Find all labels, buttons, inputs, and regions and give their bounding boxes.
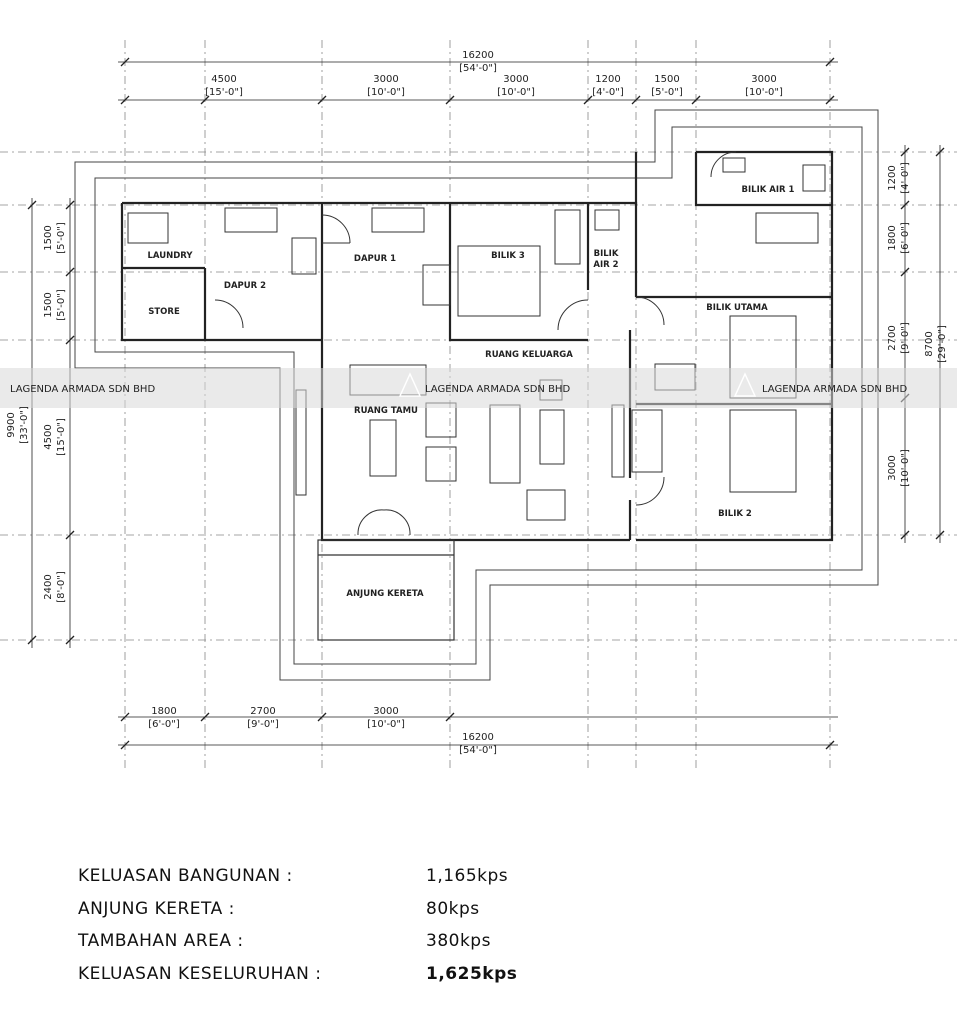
- dim-left-mm: 1500: [43, 225, 54, 251]
- area-row: [78, 860, 718, 893]
- dim-left-imp: [5'-0"]: [56, 289, 67, 321]
- dim-top-imp: [10'-0"]: [497, 87, 535, 98]
- dim-right-total: 8700: [924, 331, 935, 357]
- dim-top-imp: [10'-0"]: [745, 87, 783, 98]
- dim-right-total-imp: [29'-0"]: [937, 325, 948, 363]
- dim-left-total-imp: [33'-0"]: [19, 406, 30, 444]
- left-dimensions: [6, 222, 67, 603]
- area-label: TAMBAHAN AREA :: [78, 931, 244, 952]
- laundry-machine: [128, 213, 168, 243]
- room-label-dapur2: DAPUR 2: [223, 281, 267, 291]
- dim-top-mm: 3000: [503, 74, 529, 85]
- room-label-anjung-kereta: ANJUNG KERETA: [346, 589, 424, 599]
- sink-dapur2: [225, 208, 277, 232]
- dim-right-imp: [6'-0"]: [900, 222, 911, 254]
- dim-bottom-total-imp: [54'-0"]: [459, 745, 497, 756]
- room-label-bilik3: BILIK 3: [491, 251, 525, 261]
- dim-left-imp: [8'-0"]: [56, 571, 67, 603]
- dim-bottom-imp: [6'-0"]: [148, 719, 180, 730]
- dim-left-total: 9900: [6, 412, 17, 438]
- dim-bottom-imp: [10'-0"]: [367, 719, 405, 730]
- chair-2: [527, 490, 565, 520]
- dim-right-mm: 2700: [887, 325, 898, 351]
- dim-right-imp: [10'-0"]: [900, 449, 911, 487]
- sink-dapur1: [372, 208, 424, 232]
- sink-air1: [723, 158, 745, 172]
- room-label-ruang-tamu: RUANG TAMU: [354, 406, 418, 416]
- wardrobe-bilik3: [555, 210, 580, 264]
- dim-top-mm: 4500: [211, 74, 237, 85]
- bed-bilik2: [730, 410, 796, 492]
- dim-bottom-imp: [9'-0"]: [247, 719, 279, 730]
- area-value: 1,625kps: [426, 963, 518, 984]
- tv-unit: [612, 405, 624, 477]
- dim-top-imp: [15'-0"]: [205, 87, 243, 98]
- room-label-ruang-keluarga: RUANG KELUARGA: [485, 350, 573, 360]
- dim-bottom-mm: 2700: [250, 706, 276, 717]
- room-label-dapur1: DAPUR 1: [353, 254, 397, 264]
- dim-top-mm: 3000: [751, 74, 777, 85]
- dim-top-mm: 1500: [654, 74, 680, 85]
- area-value: 1,165kps: [426, 866, 509, 887]
- area-label: KELUASAN KESELURUHAN :: [78, 963, 322, 984]
- area-row: [78, 893, 718, 926]
- dim-left-mm: 2400: [43, 574, 54, 600]
- area-label: KELUASAN BANGUNAN :: [78, 866, 293, 887]
- stove: [292, 238, 316, 274]
- wardrobe-bilik2: [632, 410, 662, 472]
- watermark-text-2: LAGENDA ARMADA SDN BHD: [425, 384, 571, 395]
- bottom-dimensions: [148, 706, 497, 756]
- sofa-2: [426, 447, 456, 481]
- room-label-store: STORE: [148, 307, 180, 317]
- area-row: [78, 925, 718, 958]
- dim-top-mm: 3000: [373, 74, 399, 85]
- dim-right-imp: [4'-0"]: [900, 162, 911, 194]
- dim-top-imp: [10'-0"]: [367, 87, 405, 98]
- dim-left-mm: 4500: [43, 424, 54, 450]
- fridge: [423, 265, 450, 305]
- sofa-3: [490, 405, 520, 483]
- dim-left-imp: [5'-0"]: [56, 222, 67, 254]
- dim-top-mm: 1200: [595, 74, 621, 85]
- top-dimensions: [205, 50, 783, 98]
- chair-1: [540, 410, 564, 464]
- toilet-air1: [803, 165, 825, 191]
- right-dimensions: [887, 162, 948, 487]
- room-label-laundry: LAUNDRY: [147, 251, 193, 261]
- room-label-bilik2: BILIK 2: [718, 509, 752, 519]
- dim-top-imp: [5'-0"]: [651, 87, 683, 98]
- dim-top-total-imp: [54'-0"]: [459, 63, 497, 74]
- dim-bottom-mm: 3000: [373, 706, 399, 717]
- walls: [122, 152, 832, 540]
- dim-top-total: 16200: [462, 50, 494, 61]
- area-row-total: [78, 958, 718, 991]
- toilet-air2: [595, 210, 619, 230]
- area-label: ANJUNG KERETA :: [78, 898, 235, 919]
- sofa-1: [426, 403, 456, 437]
- dim-right-imp: [9'-0"]: [900, 322, 911, 354]
- watermark-text-3: LAGENDA ARMADA SDN BHD: [762, 384, 908, 395]
- dim-right-mm: 1200: [887, 165, 898, 191]
- room-label-bilik-air2-a: BILIK: [593, 249, 619, 259]
- dim-left-imp: [15'-0"]: [56, 418, 67, 456]
- dim-bottom-total: 16200: [462, 732, 494, 743]
- watermark-text-1: LAGENDA ARMADA SDN BHD: [10, 384, 156, 395]
- room-label-bilik-air2-b: AIR 2: [593, 260, 619, 270]
- dim-right-mm: 3000: [887, 455, 898, 481]
- area-value: 80kps: [426, 898, 480, 919]
- table-tamu: [370, 420, 396, 476]
- room-label-bilik-utama: BILIK UTAMA: [706, 303, 768, 313]
- room-label-bilik-air1: BILIK AIR 1: [741, 185, 795, 195]
- dim-top-imp: [4'-0"]: [592, 87, 624, 98]
- area-value: 380kps: [426, 931, 491, 952]
- area-summary: [78, 860, 718, 990]
- dim-right-mm: 1800: [887, 225, 898, 251]
- doors: [215, 152, 736, 535]
- dim-bottom-mm: 1800: [151, 706, 177, 717]
- wardrobe-utama: [756, 213, 818, 243]
- dim-left-mm: 1500: [43, 292, 54, 318]
